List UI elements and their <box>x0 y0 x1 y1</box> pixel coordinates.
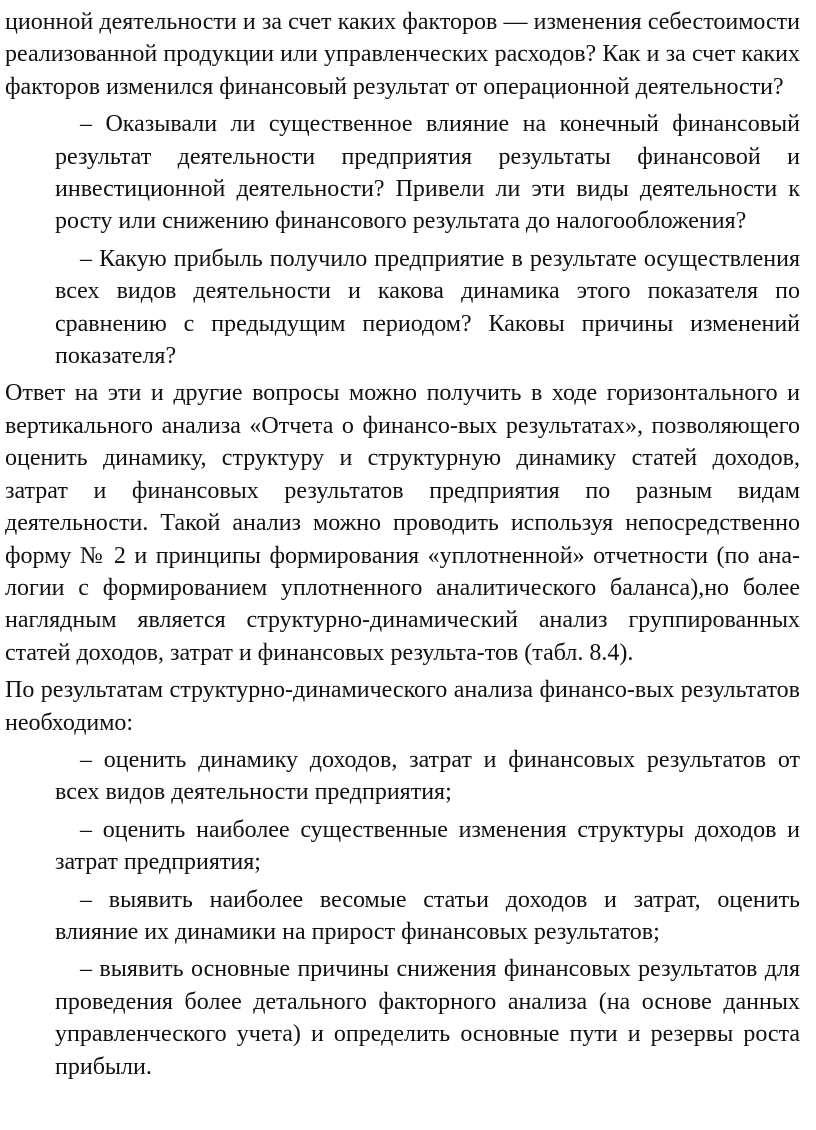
paragraph-operational-factors: ционной деятельности и за счет каких факторов — изменения себестоимости реализованной продукции или управленческих расходов? Как и за счет каких факторов изменился финансовый результат от операционной деятельности? <box>5 9 800 100</box>
paragraph-answer-analysis: Ответ на эти и другие вопросы можно получить в ходе горизонтального и вертикального анализа «Отчета о финансо-вых результатах», позволяющего оценить динамику, структуру и структурную динамику статей доходов, затрат и финансовых результатов предприятия по разным видам деятельности. Такой анализ можно проводить используя непосредственно форму № 2 и принципы формирования «уплотненной» отчетности (по ана-логии с формированием уплотненного аналитического баланса),но более наглядным является структурно-динамический анализ группированных статей доходов, затрат и финансовых результа-тов (табл. 8.4). <box>5 380 800 666</box>
list-item-weighty-items: – выявить наиболее весомые статьи доходов и затрат, оценить влияние их динамики на прирост финансовых результатов; <box>55 886 800 945</box>
list-item-dynamics: – оценить динамику доходов, затрат и финансовых результатов от всех видов деятельности предприятия; <box>55 746 800 806</box>
paragraph-question-financial-investment: – Оказывали ли существенное влияние на конечный финансовый результат деятельности предприятия результаты финансовой и инвестиционной деятельности? Привели ли эти виды деятельности к росту или снижению финансового результата до налогообложения? <box>55 111 800 235</box>
list-item-structure: – оценить наиболее существенные изменения структуры доходов и затрат предприятия; <box>55 816 800 876</box>
paragraph-results-intro: По результатам структурно-динамического анализа финансо-вых результатов необходимо: <box>5 677 800 736</box>
list-item-causes: – выявить основные причины снижения финансовых результатов для проведения более детального факторного анализа (на основе данных управленческого учета) и определить основные пути и резервы роста прибыли. <box>55 956 800 1080</box>
paragraph-question-profit: – Какую прибыль получило предприятие в результате осуществления всех видов деятельности и какова динамика этого показателя по сравнению с предыдущим периодом? Каковы причины изменений показателя? <box>55 245 800 370</box>
